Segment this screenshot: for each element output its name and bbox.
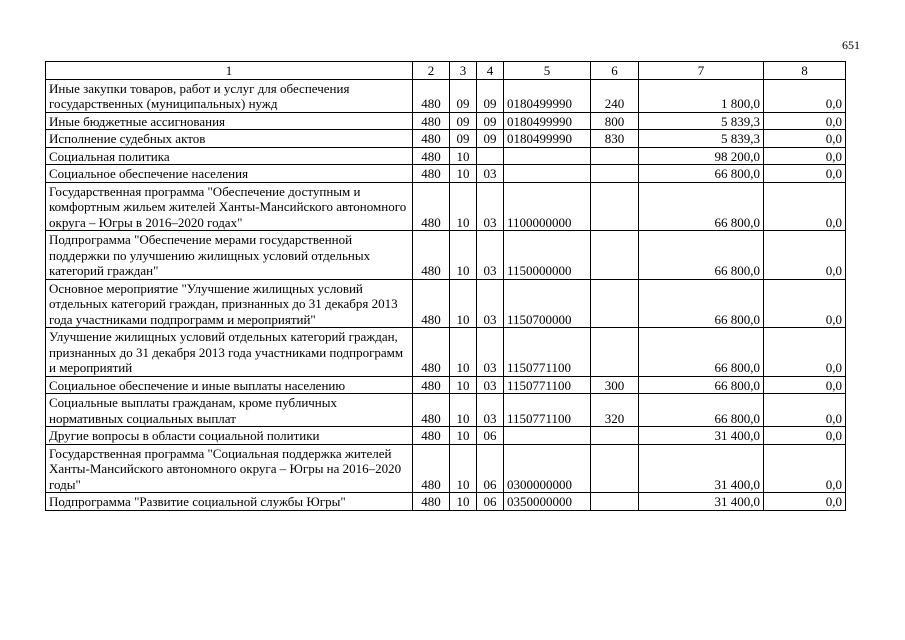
row-name-cell: Социальное обеспечение и иные выплаты населению	[46, 376, 413, 394]
extra-value-cell: 0,0	[764, 444, 846, 493]
amount-value-cell: 31 400,0	[639, 444, 764, 493]
expense-type-code-cell	[591, 328, 639, 377]
subsection-code-cell: 06	[477, 444, 504, 493]
row-name-cell: Государственная программа "Обеспечение доступным и комфортным жильем жителей Ханты-Мансийского автономного округа – Югры в 2016–2020 годах"	[46, 182, 413, 231]
row-name-cell: Исполнение судебных актов	[46, 130, 413, 148]
header-cell: 4	[477, 62, 504, 80]
table-row	[46, 231, 846, 280]
admin-code-cell: 480	[413, 112, 450, 130]
row-name-cell: Социальные выплаты гражданам, кроме публичных нормативных социальных выплат	[46, 394, 413, 427]
target-article-code-cell: 0350000000	[504, 493, 591, 511]
table-header-row	[46, 62, 846, 80]
expense-type-code-cell	[591, 279, 639, 328]
target-article-code-cell: 1150771100	[504, 394, 591, 427]
extra-value-cell: 0,0	[764, 130, 846, 148]
section-code-cell: 10	[450, 231, 477, 280]
table-row	[46, 427, 846, 445]
expense-type-code-cell	[591, 444, 639, 493]
section-code-cell: 10	[450, 493, 477, 511]
table-row	[46, 328, 846, 377]
header-cell: 7	[639, 62, 764, 80]
row-name-cell: Государственная программа "Социальная поддержка жителей Ханты-Мансийского автономного округа – Югры на 2016–2020 годы"	[46, 444, 413, 493]
section-code-cell: 10	[450, 376, 477, 394]
extra-value-cell: 0,0	[764, 328, 846, 377]
expense-type-code-cell	[591, 182, 639, 231]
section-code-cell: 10	[450, 394, 477, 427]
subsection-code-cell: 09	[477, 112, 504, 130]
admin-code-cell: 480	[413, 376, 450, 394]
extra-value-cell: 0,0	[764, 165, 846, 183]
admin-code-cell: 480	[413, 493, 450, 511]
row-name-cell: Социальное обеспечение населения	[46, 165, 413, 183]
expense-type-code-cell	[591, 427, 639, 445]
expense-type-code-cell: 800	[591, 112, 639, 130]
header-cell: 6	[591, 62, 639, 80]
row-name-cell: Подпрограмма "Развитие социальной службы Югры"	[46, 493, 413, 511]
header-cell: 5	[504, 62, 591, 80]
expense-type-code-cell	[591, 493, 639, 511]
amount-value-cell: 1 800,0	[639, 79, 764, 112]
header-cell: 2	[413, 62, 450, 80]
expense-type-code-cell: 300	[591, 376, 639, 394]
header-cell: 1	[46, 62, 413, 80]
extra-value-cell: 0,0	[764, 493, 846, 511]
expense-type-code-cell	[591, 165, 639, 183]
row-name-cell: Улучшение жилищных условий отдельных категорий граждан, признанных до 31 декабря 2013 года участниками подпрограмм и мероприятий	[46, 328, 413, 377]
section-code-cell: 10	[450, 328, 477, 377]
admin-code-cell: 480	[413, 182, 450, 231]
amount-value-cell: 31 400,0	[639, 427, 764, 445]
section-code-cell: 10	[450, 182, 477, 231]
subsection-code-cell: 03	[477, 182, 504, 231]
amount-value-cell: 98 200,0	[639, 147, 764, 165]
amount-value-cell: 5 839,3	[639, 130, 764, 148]
extra-value-cell: 0,0	[764, 112, 846, 130]
row-name-cell: Социальная политика	[46, 147, 413, 165]
target-article-code-cell	[504, 165, 591, 183]
target-article-code-cell: 1150771100	[504, 376, 591, 394]
extra-value-cell: 0,0	[764, 394, 846, 427]
extra-value-cell: 0,0	[764, 147, 846, 165]
subsection-code-cell	[477, 147, 504, 165]
section-code-cell: 10	[450, 444, 477, 493]
extra-value-cell: 0,0	[764, 231, 846, 280]
table-row	[46, 79, 846, 112]
table-row	[46, 444, 846, 493]
amount-value-cell: 5 839,3	[639, 112, 764, 130]
extra-value-cell: 0,0	[764, 79, 846, 112]
section-code-cell: 09	[450, 112, 477, 130]
section-code-cell: 10	[450, 165, 477, 183]
table-row	[46, 147, 846, 165]
expense-type-code-cell: 830	[591, 130, 639, 148]
row-name-cell: Другие вопросы в области социальной политики	[46, 427, 413, 445]
admin-code-cell: 480	[413, 147, 450, 165]
target-article-code-cell: 0180499990	[504, 130, 591, 148]
admin-code-cell: 480	[413, 394, 450, 427]
section-code-cell: 10	[450, 279, 477, 328]
target-article-code-cell	[504, 427, 591, 445]
subsection-code-cell: 09	[477, 79, 504, 112]
admin-code-cell: 480	[413, 444, 450, 493]
row-name-cell: Основное мероприятие "Улучшение жилищных условий отдельных категорий граждан, признанных до 31 декабря 2013 года участниками подпрограмм и мероприятий"	[46, 279, 413, 328]
target-article-code-cell: 1100000000	[504, 182, 591, 231]
target-article-code-cell: 0180499990	[504, 112, 591, 130]
admin-code-cell: 480	[413, 79, 450, 112]
table-row	[46, 394, 846, 427]
target-article-code-cell	[504, 147, 591, 165]
section-code-cell: 09	[450, 79, 477, 112]
target-article-code-cell: 1150771100	[504, 328, 591, 377]
extra-value-cell: 0,0	[764, 279, 846, 328]
row-name-cell: Иные бюджетные ассигнования	[46, 112, 413, 130]
table-row	[46, 376, 846, 394]
table-row	[46, 165, 846, 183]
section-code-cell: 09	[450, 130, 477, 148]
table-row	[46, 112, 846, 130]
target-article-code-cell: 0300000000	[504, 444, 591, 493]
extra-value-cell: 0,0	[764, 427, 846, 445]
expense-type-code-cell: 240	[591, 79, 639, 112]
amount-value-cell: 66 800,0	[639, 182, 764, 231]
admin-code-cell: 480	[413, 427, 450, 445]
subsection-code-cell: 03	[477, 165, 504, 183]
header-cell: 8	[764, 62, 846, 80]
header-cell: 3	[450, 62, 477, 80]
admin-code-cell: 480	[413, 231, 450, 280]
amount-value-cell: 66 800,0	[639, 279, 764, 328]
extra-value-cell: 0,0	[764, 182, 846, 231]
section-code-cell: 10	[450, 427, 477, 445]
admin-code-cell: 480	[413, 165, 450, 183]
subsection-code-cell: 03	[477, 279, 504, 328]
amount-value-cell: 66 800,0	[639, 165, 764, 183]
amount-value-cell: 66 800,0	[639, 394, 764, 427]
subsection-code-cell: 06	[477, 493, 504, 511]
target-article-code-cell: 1150000000	[504, 231, 591, 280]
expense-type-code-cell	[591, 147, 639, 165]
budget-table	[45, 61, 846, 511]
amount-value-cell: 66 800,0	[639, 328, 764, 377]
page-number: 651	[842, 38, 860, 52]
section-code-cell: 10	[450, 147, 477, 165]
table-row	[46, 182, 846, 231]
table-row	[46, 130, 846, 148]
table-row	[46, 493, 846, 511]
subsection-code-cell: 03	[477, 328, 504, 377]
admin-code-cell: 480	[413, 130, 450, 148]
amount-value-cell: 66 800,0	[639, 231, 764, 280]
subsection-code-cell: 03	[477, 394, 504, 427]
expense-type-code-cell: 320	[591, 394, 639, 427]
table-row	[46, 279, 846, 328]
admin-code-cell: 480	[413, 279, 450, 328]
row-name-cell: Иные закупки товаров, работ и услуг для обеспечения государственных (муниципальных) нужд	[46, 79, 413, 112]
target-article-code-cell: 1150700000	[504, 279, 591, 328]
admin-code-cell: 480	[413, 328, 450, 377]
amount-value-cell: 66 800,0	[639, 376, 764, 394]
expense-type-code-cell	[591, 231, 639, 280]
extra-value-cell: 0,0	[764, 376, 846, 394]
subsection-code-cell: 09	[477, 130, 504, 148]
subsection-code-cell: 03	[477, 376, 504, 394]
amount-value-cell: 31 400,0	[639, 493, 764, 511]
subsection-code-cell: 03	[477, 231, 504, 280]
target-article-code-cell: 0180499990	[504, 79, 591, 112]
subsection-code-cell: 06	[477, 427, 504, 445]
row-name-cell: Подпрограмма "Обеспечение мерами государственной поддержки по улучшению жилищных условий отдельных категорий граждан"	[46, 231, 413, 280]
